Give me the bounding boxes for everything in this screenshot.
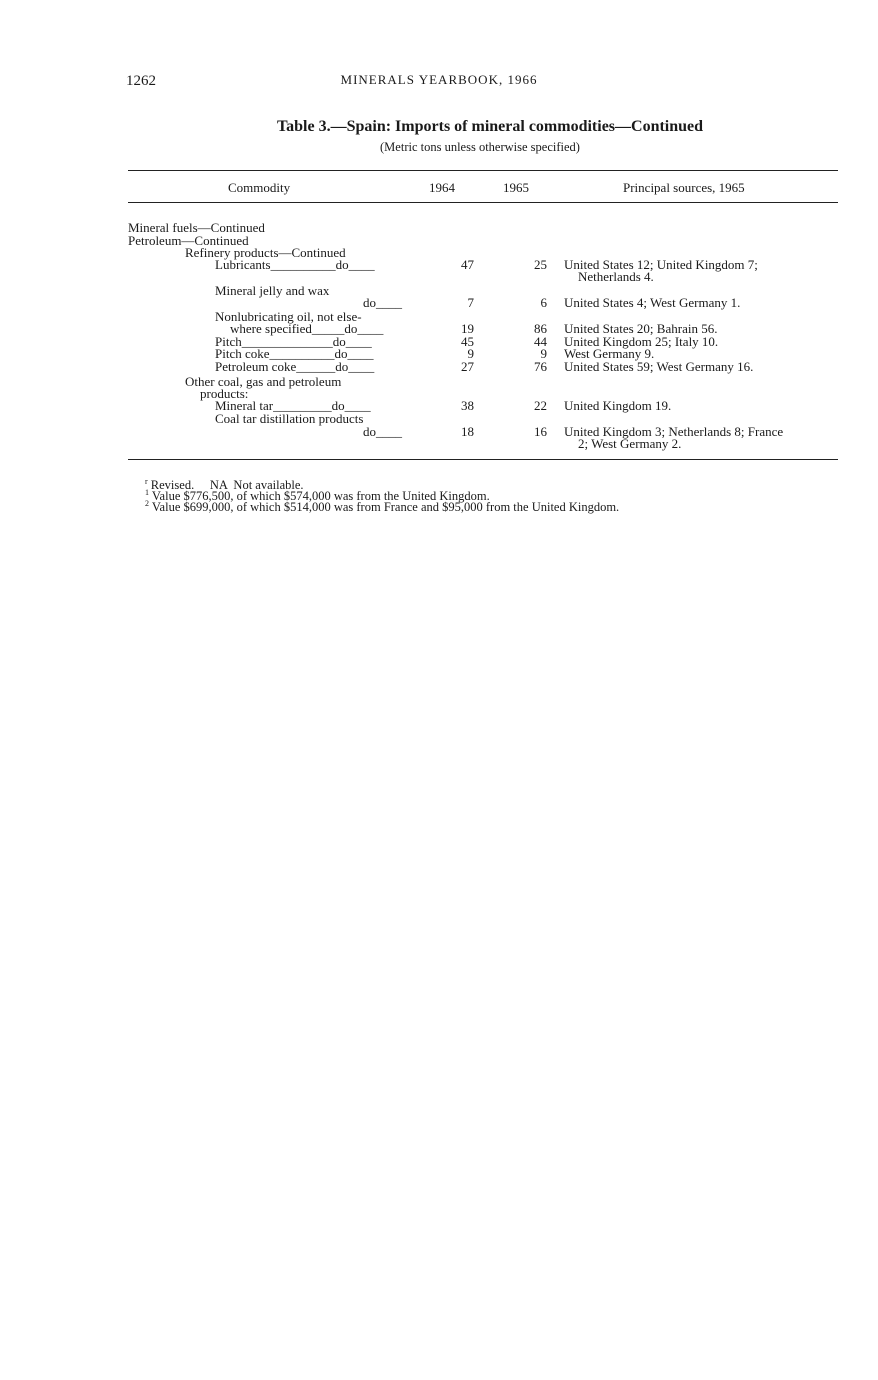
sources-cell: United States 59; West Germany 16. bbox=[564, 359, 754, 374]
sources-cell: Netherlands 4. bbox=[578, 269, 654, 284]
value-1964: 18 bbox=[461, 424, 474, 439]
footnote-text: Value $699,000, of which $514,000 was from France and $95,000 from the United Kingdom. bbox=[151, 500, 620, 515]
running-head: MINERALS YEARBOOK, 1966 bbox=[340, 72, 538, 87]
commodity-cell: do____ bbox=[363, 424, 402, 439]
sources-cell: United States 12; United Kingdom 7; bbox=[564, 257, 758, 272]
sources-cell: United Kingdom 3; Netherlands 8; France bbox=[564, 424, 784, 439]
value-1965: 25 bbox=[534, 257, 547, 272]
sources-cell: United States 20; Bahrain 56. bbox=[564, 321, 718, 336]
table-row bbox=[128, 437, 840, 451]
commodity-cell: Other coal, gas and petroleum bbox=[185, 374, 342, 389]
table-bottom-rule bbox=[128, 459, 838, 460]
value-1964: 27 bbox=[461, 359, 474, 374]
header-1965: 1965 bbox=[503, 180, 529, 195]
value-1965: 22 bbox=[534, 398, 547, 413]
footnote-text: Revised. NA Not available. bbox=[150, 478, 304, 493]
table-row bbox=[128, 296, 840, 310]
footnote-mark: r bbox=[145, 477, 148, 486]
table-row bbox=[128, 360, 840, 374]
sources-cell: United States 4; West Germany 1. bbox=[564, 295, 741, 310]
header-1964: 1964 bbox=[429, 180, 455, 195]
table-row bbox=[128, 270, 840, 284]
footnote bbox=[145, 499, 619, 515]
sources-cell: West Germany 9. bbox=[564, 346, 655, 361]
value-1965: 76 bbox=[534, 359, 547, 374]
commodity-cell: Petroleum—Continued bbox=[128, 233, 249, 248]
commodity-cell: Refinery products—Continued bbox=[185, 245, 346, 260]
commodity-cell: Mineral tar_________do____ bbox=[215, 398, 371, 413]
commodity-cell: Mineral jelly and wax bbox=[215, 283, 330, 298]
header-sources: Principal sources, 1965 bbox=[623, 180, 745, 195]
commodity-cell: Lubricants__________do____ bbox=[215, 257, 375, 272]
commodity-cell: Petroleum coke______do____ bbox=[215, 359, 375, 374]
footnote-text: Value $776,500, of which $574,000 was from the United Kingdom. bbox=[151, 489, 490, 504]
sources-cell: United Kingdom 25; Italy 10. bbox=[564, 334, 719, 349]
value-1964: 7 bbox=[467, 295, 474, 310]
commodity-cell: Nonlubricating oil, not else- bbox=[215, 309, 362, 324]
commodity-cell: Mineral fuels—Continued bbox=[128, 220, 265, 235]
footnote-mark: 1 bbox=[145, 488, 149, 497]
sources-cell: United Kingdom 19. bbox=[564, 398, 672, 413]
value-1964: 47 bbox=[461, 257, 474, 272]
table-top-rule bbox=[128, 170, 838, 171]
table-subtitle: (Metric tons unless otherwise specified) bbox=[380, 140, 580, 154]
header-bottom-rule bbox=[128, 202, 838, 203]
value-1965: 16 bbox=[534, 424, 547, 439]
commodity-cell: do____ bbox=[363, 295, 402, 310]
value-1965: 86 bbox=[534, 321, 547, 336]
commodity-cell: where specified_____do____ bbox=[230, 321, 384, 336]
value-1964: 45 bbox=[461, 334, 474, 349]
value-1964: 19 bbox=[461, 321, 474, 336]
header-commodity: Commodity bbox=[228, 180, 291, 195]
commodity-cell: products: bbox=[200, 386, 249, 401]
commodity-cell: Pitch coke__________do____ bbox=[215, 346, 374, 361]
commodity-cell: Pitch______________do____ bbox=[215, 334, 372, 349]
value-1964: 9 bbox=[467, 346, 474, 361]
footnote-mark: 2 bbox=[145, 499, 149, 508]
value-1965: 9 bbox=[540, 346, 547, 361]
value-1965: 6 bbox=[540, 295, 547, 310]
page-number: 1262 bbox=[126, 73, 156, 89]
value-1965: 44 bbox=[534, 334, 547, 349]
table-title: Table 3.—Spain: Imports of mineral commodities—Continued bbox=[276, 118, 704, 135]
commodity-cell: Coal tar distillation products bbox=[215, 411, 364, 426]
sources-cell: 2; West Germany 2. bbox=[578, 436, 682, 451]
value-1964: 38 bbox=[461, 398, 474, 413]
